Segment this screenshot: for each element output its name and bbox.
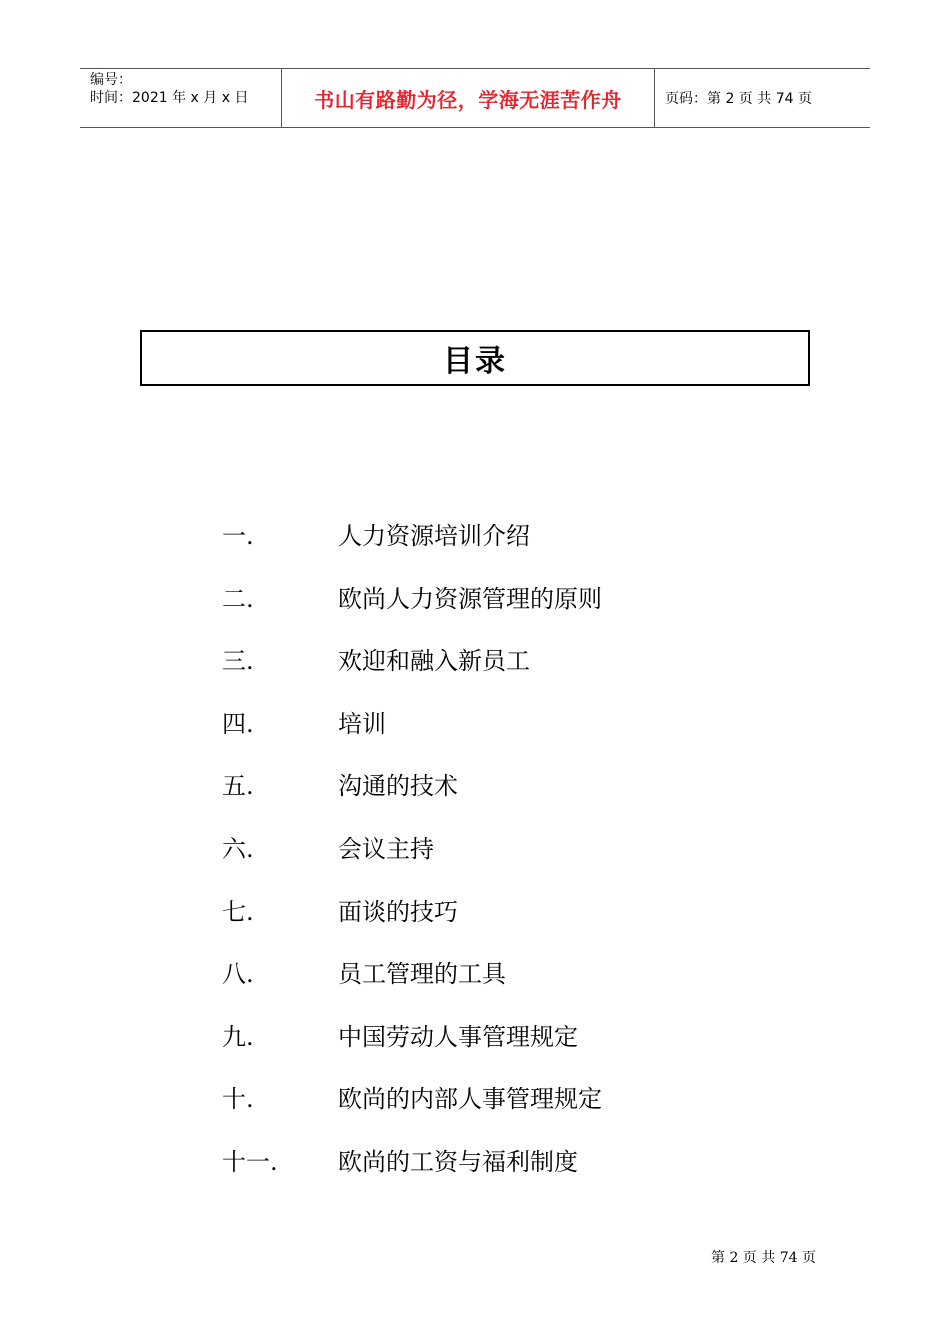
toc-item-title: 面谈的技巧 [338,897,458,926]
toc-item-number: 十一. [222,1147,278,1176]
toc-item-title: 培训 [338,709,386,738]
header-motto-cell [281,69,655,127]
page-footer: 第 2 页 共 74 页 [711,1250,816,1266]
toc-item-number: 九. [222,1022,254,1051]
toc-title-box [140,330,810,386]
toc-item-number: 一. [222,522,254,550]
header-page-info: 页码：第 2 页 共 74 页 [665,91,812,107]
toc-item-number: 七. [222,897,254,926]
toc-item-number: 六. [222,834,254,863]
serial-label: 编号： [90,72,132,88]
time-label: 时间：2021 年 x 月 x 日 [90,90,249,106]
toc-item-title: 欢迎和融入新员工 [338,647,530,676]
page-header [80,68,870,128]
header-motto: 书山有路勤为径，学海无涯苦作舟 [314,87,622,112]
toc-item-title: 欧尚的工资与福利制度 [338,1147,578,1176]
toc-item-title: 员工管理的工具 [338,960,506,989]
toc-item [222,700,822,763]
toc-item-title: 欧尚人力资源管理的原则 [338,584,602,613]
toc-item-number: 五. [222,772,254,801]
toc-item-number: 八. [222,960,254,989]
toc-item-title: 欧尚的内部人事管理规定 [338,1085,602,1114]
toc-item-title: 人力资源培训介绍 [338,522,530,550]
toc-item [222,1138,822,1201]
toc-item [222,1013,822,1076]
toc-item [222,637,822,700]
toc-item [222,888,822,951]
toc-item-number: 三. [222,647,254,676]
toc-item-title: 沟通的技术 [338,772,458,801]
toc-item-title: 会议主持 [338,834,434,863]
toc-item [222,762,822,825]
toc-item-number: 四. [222,709,254,738]
header-meta [80,69,281,127]
toc-item [222,1075,822,1138]
toc-item-number: 二. [222,584,254,613]
toc-item-number: 十. [222,1085,254,1114]
toc-item [222,575,822,638]
toc-item [222,825,822,888]
toc-item [222,950,822,1013]
toc-item-title: 中国劳动人事管理规定 [338,1022,578,1051]
toc-item [222,512,822,575]
toc-list [222,512,822,1201]
toc-title: 目录 [443,344,507,379]
